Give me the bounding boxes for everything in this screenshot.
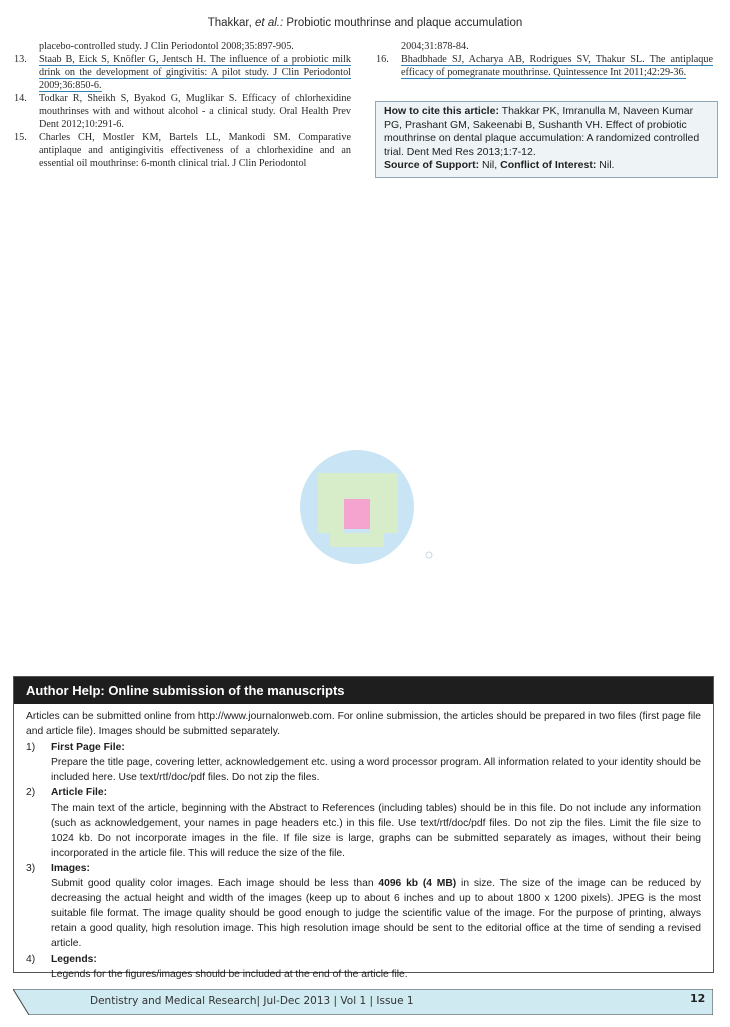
reference-12-continued bbox=[14, 40, 351, 53]
how-to-cite-box bbox=[375, 101, 718, 178]
reference-text: Todkar R, Sheikh S, Byakod G, Muglikar S. Efficacy of chlorhexidine mouthrinses with and without alcohol - a clinical study. Oral Health Prev Dent 2012;10:291-6. bbox=[39, 93, 351, 130]
watermark-green-cell bbox=[358, 473, 398, 499]
item-text-start: Submit good quality color images. Each image should be less than bbox=[51, 878, 374, 890]
references-right-column bbox=[376, 40, 713, 79]
item-text: Prepare the title page, covering letter, acknowledgement etc. using a word processor program. All information related to your identity should be included here. Use text/rtf/doc/pdf files. Do not zip the files. bbox=[51, 757, 701, 784]
support-line bbox=[384, 159, 711, 173]
header-authors: Thakkar, bbox=[207, 17, 252, 29]
item-heading: Article File: bbox=[51, 787, 108, 799]
registered-mark-icon bbox=[426, 552, 432, 558]
reference-14 bbox=[14, 92, 351, 131]
cite-label: How to cite this article: bbox=[384, 105, 499, 117]
author-help-item-images bbox=[26, 861, 701, 952]
reference-link[interactable]: Bhadbhade SJ, Acharya AB, Rodrigues SV, Thakur SL. The antiplaque efficacy of pomegranate mouthrinse. Quintessence Int 2011;42:29-36. bbox=[401, 54, 713, 78]
reference-number: 16. bbox=[376, 54, 389, 65]
author-help-box bbox=[13, 676, 714, 980]
support-label: Source of Support: bbox=[384, 159, 480, 171]
reference-15 bbox=[14, 131, 351, 170]
citation bbox=[384, 105, 711, 159]
watermark-mosaic bbox=[290, 445, 440, 570]
item-heading: Images: bbox=[51, 862, 90, 874]
author-help-item-legends bbox=[26, 952, 701, 982]
reference-link[interactable]: Staab B, Eick S, Knöfler G, Jentsch H. The influence of a probiotic milk drink on the development of gingivitis: A pilot study. J Clin Periodontol 2009;36:850-6. bbox=[39, 54, 351, 91]
header-etal: et al.: bbox=[255, 17, 284, 29]
watermark-pink-cell bbox=[344, 499, 370, 529]
item-heading: Legends: bbox=[51, 953, 97, 965]
watermark-green-cell bbox=[318, 499, 344, 533]
watermark-green-cell bbox=[318, 473, 358, 499]
support-value: Nil, bbox=[482, 159, 498, 171]
item-number: 1) bbox=[26, 742, 36, 754]
reference-number: 14. bbox=[14, 93, 27, 104]
author-help-item-first-page-file bbox=[26, 740, 701, 785]
watermark-green-cell bbox=[330, 533, 384, 547]
file-size-limit: 4096 kb (4 MB) bbox=[378, 878, 457, 890]
author-help-intro: Articles can be submitted online from http://www.journalonweb.com. For online submission, the articles should be prepared in two files (first page file and article file). Images should be submitted separately. bbox=[26, 711, 701, 738]
watermark-green-cell bbox=[370, 499, 398, 533]
running-header bbox=[0, 17, 730, 29]
item-text-end: in size. The size of the image can be reduced by decreasing the actual height and width of the images (keep up to about 6 inches and up to about 1800 x 1200 pixels). JPEG is the most suitable file format. The image quality should be good enough to judge the scientific value of the image. For the purpose of printing, always retain a good quality, high resolution image. This high resolution image should be sent to the editorial office at the time of sending a revised article. bbox=[51, 878, 702, 950]
reference-15-continued bbox=[376, 40, 713, 53]
header-title: Probiotic mouthrinse and plaque accumulation bbox=[286, 17, 523, 29]
reference-number: 13. bbox=[14, 54, 27, 65]
item-text: The main text of the article, beginning with the Abstract to References (including tables) should be in this file. Do not include any information (such as acknowledgement, your names in page headers etc.) in this file. Use text/rtf/doc/pdf files. Do not zip the files. Limit the file size to 1024 kb. Do not incorporate images in the file. If file size is large, graphs can be submitted separately as images, without their being incorporated in the article file. This will reduce the size of the file. bbox=[51, 802, 701, 859]
author-help-item-article-file bbox=[26, 785, 701, 860]
item-number: 4) bbox=[26, 953, 36, 965]
journal-footer: Dentistry and Medical Research| Jul-Dec 2013 | Vol 1 | Issue 1 bbox=[90, 995, 414, 1007]
references-left-column bbox=[14, 40, 351, 170]
author-help-title: Author Help: Online submission of the manuscripts bbox=[14, 677, 713, 704]
item-text bbox=[51, 876, 701, 951]
conflict-value: Nil. bbox=[599, 159, 615, 171]
reference-text: placebo-controlled study. J Clin Periodontol 2008;35:897-905. bbox=[39, 41, 294, 52]
reference-number: 15. bbox=[14, 132, 27, 143]
reference-text: 2004;31:878-84. bbox=[401, 41, 469, 52]
item-text: Legends for the figures/images should be included at the end of the article file. bbox=[51, 968, 408, 980]
reference-13[interactable] bbox=[14, 53, 351, 92]
conflict-label: Conflict of Interest: bbox=[500, 159, 597, 171]
reference-16[interactable] bbox=[376, 53, 713, 79]
item-number: 2) bbox=[26, 787, 36, 799]
item-heading: First Page File: bbox=[51, 742, 125, 754]
watermark-logo bbox=[290, 445, 440, 570]
page-number: 12 bbox=[690, 992, 706, 1005]
cite-text: Thakkar PK, Imranulla M, Naveen Kumar PG, Prashant GM, Sakeenabi B, Sushanth VH. Effect of probiotic mouthrinse on dental plaque accumulation: A randomized controlled trial. Dent Med Res 2013;1:7-12. bbox=[384, 105, 700, 158]
item-number: 3) bbox=[26, 862, 36, 874]
reference-text: Charles CH, Mostler KM, Bartels LL, Mankodi SM. Comparative antiplaque and antigingivitis effectiveness of a chlorhexidine and an essential oil mouthrinse: 6-month clinical trial. J Clin Periodontol bbox=[39, 132, 351, 169]
